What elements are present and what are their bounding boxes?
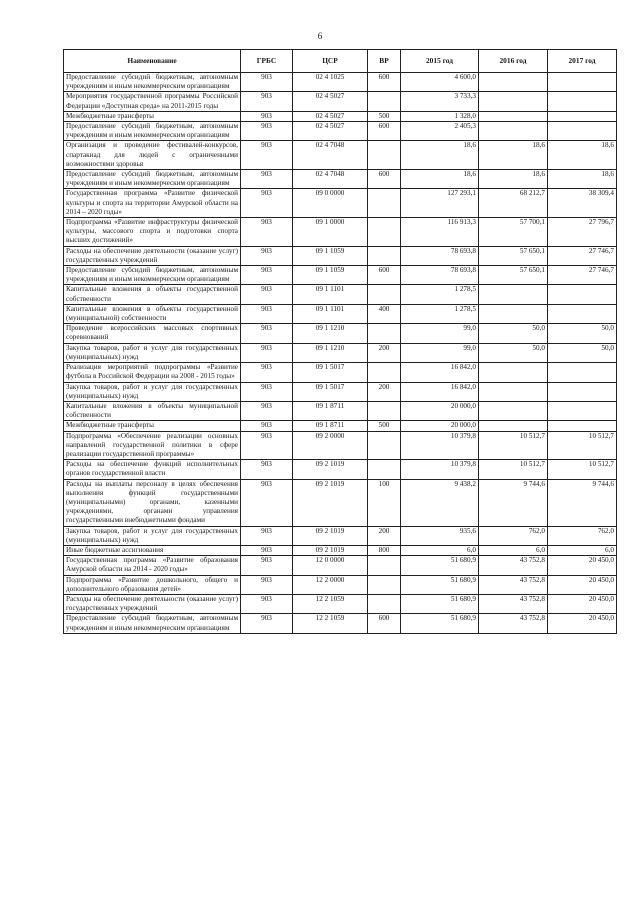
row-vr (368, 460, 401, 479)
row-value-2016: 50,0 (479, 343, 548, 362)
table-row (64, 421, 617, 431)
row-value-2015: 6,0 (401, 545, 479, 555)
row-csr: 09 2 0000 (293, 431, 368, 460)
row-value-2015: 51 680,9 (401, 614, 479, 633)
table-row (64, 460, 617, 479)
row-value-2016: 57 700,1 (479, 218, 548, 247)
row-name: Подпрограмма «Развитие дошкольного, общего и дополнительного образования детей» (64, 575, 241, 594)
row-value-2015: 78 693,8 (401, 266, 479, 285)
row-value-2017: 20 450,0 (548, 594, 617, 613)
table-row (64, 189, 617, 218)
row-name: Расходы на обеспечение деятельности (оказание услуг) государственных учреждений (64, 594, 241, 613)
table-row (64, 614, 617, 633)
row-vr (368, 431, 401, 460)
row-csr: 02 4 7048 (293, 141, 368, 170)
row-value-2017: 10 512,7 (548, 460, 617, 479)
table-row (64, 266, 617, 285)
row-grbs: 903 (241, 545, 293, 555)
row-value-2016: 9 744,6 (479, 479, 548, 526)
row-name: Предоставление субсидий бюджетным, автономным учреждениям и иным некоммерческим организациям (64, 122, 241, 141)
header-vr: ВР (368, 50, 401, 73)
row-name: Расходы на обеспечение деятельности (оказание услуг) государственных учреждений (64, 246, 241, 265)
row-value-2015: 1 278,5 (401, 285, 479, 304)
row-csr: 09 0 0000 (293, 189, 368, 218)
row-name: Подпрограмма «Развитие инфраструктуры физической культуры, массового спорта и подготовки спорта высших достижений» (64, 218, 241, 247)
row-csr: 09 2 1019 (293, 526, 368, 545)
row-value-2016 (479, 73, 548, 92)
row-value-2017: 18,6 (548, 170, 617, 189)
row-value-2017: 20 450,0 (548, 614, 617, 633)
row-value-2017 (548, 92, 617, 111)
row-name: Предоставление субсидий бюджетным, автономным учреждениям и иным некоммерческим организациям (64, 170, 241, 189)
row-csr: 09 1 8711 (293, 421, 368, 431)
row-vr: 600 (368, 266, 401, 285)
row-value-2015: 20 000,0 (401, 401, 479, 420)
row-vr (368, 246, 401, 265)
row-value-2016: 18,6 (479, 141, 548, 170)
row-grbs: 903 (241, 526, 293, 545)
header-2015: 2015 год (401, 50, 479, 73)
row-csr: 09 2 1019 (293, 545, 368, 555)
row-grbs: 903 (241, 575, 293, 594)
row-grbs: 903 (241, 285, 293, 304)
header-grbs: ГРБС (241, 50, 293, 73)
row-name: Мероприятия государственной программы Российской Федерации «Доступная среда» на 2011-2015 годы (64, 92, 241, 111)
row-grbs: 903 (241, 111, 293, 121)
row-grbs: 903 (241, 92, 293, 111)
row-csr: 09 1 1101 (293, 285, 368, 304)
table-row (64, 111, 617, 121)
row-vr (368, 324, 401, 343)
row-csr: 09 2 1019 (293, 460, 368, 479)
row-grbs: 903 (241, 324, 293, 343)
row-vr: 600 (368, 73, 401, 92)
row-value-2017: 38 309,4 (548, 189, 617, 218)
row-csr: 09 1 1059 (293, 246, 368, 265)
budget-table (63, 49, 617, 634)
row-value-2015: 20 000,0 (401, 421, 479, 431)
table-body (64, 73, 617, 634)
row-value-2016: 57 650,1 (479, 246, 548, 265)
table-row (64, 382, 617, 401)
row-vr: 600 (368, 122, 401, 141)
row-csr: 02 4 5027 (293, 111, 368, 121)
row-value-2015: 127 293,1 (401, 189, 479, 218)
row-value-2017 (548, 363, 617, 382)
row-value-2016: 68 212,7 (479, 189, 548, 218)
row-value-2016 (479, 122, 548, 141)
row-csr: 09 1 5017 (293, 363, 368, 382)
row-value-2015: 99,0 (401, 343, 479, 362)
row-value-2015: 18,6 (401, 170, 479, 189)
row-value-2016: 10 512,7 (479, 431, 548, 460)
row-value-2017: 27 746,7 (548, 246, 617, 265)
row-name: Организация и проведение фестивалей-конкурсов, спартакиад для людей с ограниченными возможностями здоровья (64, 141, 241, 170)
row-grbs: 903 (241, 189, 293, 218)
row-value-2015: 1 328,0 (401, 111, 479, 121)
row-value-2015: 1 278,5 (401, 304, 479, 323)
table-row (64, 246, 617, 265)
row-name: Реализация мероприятий подпрограммы «Развитие футбола в Российской Федерации на 2008 - 2015 годы» (64, 363, 241, 382)
row-value-2017 (548, 401, 617, 420)
row-csr: 09 1 1059 (293, 266, 368, 285)
row-grbs: 903 (241, 382, 293, 401)
row-name: Проведение всероссийских массовых спортивных соревнований (64, 324, 241, 343)
row-value-2017: 762,0 (548, 526, 617, 545)
table-row (64, 363, 617, 382)
row-value-2017: 20 450,0 (548, 575, 617, 594)
row-vr: 200 (368, 343, 401, 362)
row-value-2017 (548, 382, 617, 401)
row-value-2017 (548, 73, 617, 92)
row-value-2015: 78 693,8 (401, 246, 479, 265)
row-name: Государственная программа «Развитие физической культуры и спорта на территории Амурской области на 2014 – 2020 годы» (64, 189, 241, 218)
row-value-2015: 51 680,9 (401, 594, 479, 613)
row-value-2016: 43 752,8 (479, 614, 548, 633)
row-vr (368, 594, 401, 613)
row-value-2015: 18,6 (401, 141, 479, 170)
row-value-2017: 10 512,7 (548, 431, 617, 460)
row-csr: 09 1 8711 (293, 401, 368, 420)
row-name: Капитальные вложения в объекты государственной собственности (64, 285, 241, 304)
row-value-2015: 4 600,0 (401, 73, 479, 92)
table-row (64, 141, 617, 170)
row-value-2016 (479, 304, 548, 323)
row-grbs: 903 (241, 73, 293, 92)
row-value-2017: 20 450,0 (548, 556, 617, 575)
row-value-2016: 50,0 (479, 324, 548, 343)
row-vr (368, 285, 401, 304)
row-value-2016: 762,0 (479, 526, 548, 545)
row-name: Закупка товаров, работ и услуг для государственных (муниципальных) нужд (64, 382, 241, 401)
row-vr: 500 (368, 421, 401, 431)
table-row (64, 92, 617, 111)
row-grbs: 903 (241, 343, 293, 362)
row-name: Закупка товаров, работ и услуг для государственных (муниципальных) нужд (64, 343, 241, 362)
row-value-2016 (479, 111, 548, 121)
row-value-2017: 18,6 (548, 141, 617, 170)
row-value-2017 (548, 122, 617, 141)
row-value-2016 (479, 285, 548, 304)
row-vr: 200 (368, 526, 401, 545)
header-csr: ЦСР (293, 50, 368, 73)
row-name: Предоставление субсидий бюджетным, автономным учреждениям и иным некоммерческим организациям (64, 266, 241, 285)
row-name: Закупка товаров, работ и услуг для государственных (муниципальных) нужд (64, 526, 241, 545)
row-value-2016: 18,6 (479, 170, 548, 189)
row-grbs: 903 (241, 401, 293, 420)
row-vr (368, 556, 401, 575)
header-2016: 2016 год (479, 50, 548, 73)
row-value-2015: 935,6 (401, 526, 479, 545)
row-csr: 02 4 7048 (293, 170, 368, 189)
row-value-2016 (479, 382, 548, 401)
row-grbs: 903 (241, 246, 293, 265)
row-name: Предоставление субсидий бюджетным, автономным учреждениям и иным некоммерческим организациям (64, 73, 241, 92)
row-value-2015: 9 438,2 (401, 479, 479, 526)
row-vr (368, 401, 401, 420)
row-csr: 09 2 1019 (293, 479, 368, 526)
table-row (64, 526, 617, 545)
row-value-2015: 2 405,3 (401, 122, 479, 141)
row-vr (368, 189, 401, 218)
table-row (64, 285, 617, 304)
row-vr (368, 92, 401, 111)
row-value-2016: 43 752,8 (479, 556, 548, 575)
row-name: Подпрограмма «Обеспечение реализации основных направлений государственной политики в сфере реализации государственной программы» (64, 431, 241, 460)
row-grbs: 903 (241, 304, 293, 323)
row-name: Государственная программа «Развитие образования Амурской области на 2014 - 2020 годы» (64, 556, 241, 575)
table-row (64, 401, 617, 420)
row-name: Расходы на обеспечение функций исполнительных органов государственной власти (64, 460, 241, 479)
row-value-2016 (479, 421, 548, 431)
row-grbs: 903 (241, 614, 293, 633)
table-row (64, 73, 617, 92)
row-value-2015: 51 680,9 (401, 575, 479, 594)
row-csr: 09 1 0000 (293, 218, 368, 247)
row-value-2016 (479, 92, 548, 111)
row-value-2016: 57 650,1 (479, 266, 548, 285)
row-vr (368, 575, 401, 594)
row-name: Капитальные вложения в объекты муниципальной собственности (64, 401, 241, 420)
row-value-2016: 6,0 (479, 545, 548, 555)
row-value-2017 (548, 304, 617, 323)
table-row (64, 218, 617, 247)
row-value-2015: 3 733,3 (401, 92, 479, 111)
row-name: Межбюджетные трансферты (64, 111, 241, 121)
row-vr (368, 218, 401, 247)
row-grbs: 903 (241, 479, 293, 526)
row-vr: 100 (368, 479, 401, 526)
row-grbs: 903 (241, 460, 293, 479)
row-csr: 09 1 5017 (293, 382, 368, 401)
row-vr (368, 141, 401, 170)
row-csr: 12 0 0000 (293, 556, 368, 575)
row-value-2016: 43 752,8 (479, 575, 548, 594)
row-csr: 02 4 5027 (293, 122, 368, 141)
row-value-2017: 50,0 (548, 343, 617, 362)
row-name: Расходы на выплаты персоналу в целях обеспечения выполнения функций государственными (муниципальными) органами, казенными учреждениями, органами управления государственными внебюджетными фондами (64, 479, 241, 526)
row-value-2017 (548, 285, 617, 304)
page-number: 6 (317, 31, 323, 41)
table-header-row (64, 50, 617, 73)
row-value-2015: 16 842,0 (401, 363, 479, 382)
table-row (64, 556, 617, 575)
row-grbs: 903 (241, 421, 293, 431)
row-csr: 12 2 1059 (293, 614, 368, 633)
row-name: Предоставление субсидий бюджетным, автономным учреждениям и иным некоммерческим организациям (64, 614, 241, 633)
row-grbs: 903 (241, 141, 293, 170)
table-row (64, 304, 617, 323)
row-csr: 02 4 5027 (293, 92, 368, 111)
row-grbs: 903 (241, 218, 293, 247)
row-vr: 500 (368, 111, 401, 121)
row-grbs: 903 (241, 363, 293, 382)
row-value-2016 (479, 401, 548, 420)
row-csr: 09 1 1210 (293, 324, 368, 343)
row-vr: 400 (368, 304, 401, 323)
row-value-2017: 27 796,7 (548, 218, 617, 247)
table-row (64, 479, 617, 526)
row-vr: 800 (368, 545, 401, 555)
row-value-2015: 99,0 (401, 324, 479, 343)
row-value-2017: 27 746,7 (548, 266, 617, 285)
row-value-2015: 16 842,0 (401, 382, 479, 401)
row-grbs: 903 (241, 594, 293, 613)
row-vr: 200 (368, 382, 401, 401)
row-csr: 12 2 1059 (293, 594, 368, 613)
row-grbs: 903 (241, 431, 293, 460)
table-row (64, 545, 617, 555)
row-grbs: 903 (241, 266, 293, 285)
row-value-2015: 116 913,3 (401, 218, 479, 247)
table-row (64, 594, 617, 613)
row-value-2016: 10 512,7 (479, 460, 548, 479)
row-vr: 600 (368, 170, 401, 189)
row-value-2015: 10 379,8 (401, 431, 479, 460)
row-vr (368, 363, 401, 382)
row-grbs: 903 (241, 556, 293, 575)
table-row (64, 431, 617, 460)
row-grbs: 903 (241, 122, 293, 141)
table-row (64, 575, 617, 594)
row-csr: 09 1 1101 (293, 304, 368, 323)
row-grbs: 903 (241, 170, 293, 189)
row-vr: 600 (368, 614, 401, 633)
row-name: Межбюджетные трансферты (64, 421, 241, 431)
row-value-2015: 10 379,8 (401, 460, 479, 479)
row-value-2017 (548, 111, 617, 121)
table-row (64, 122, 617, 141)
table-row (64, 343, 617, 362)
row-value-2017 (548, 421, 617, 431)
row-value-2016 (479, 363, 548, 382)
table-row (64, 324, 617, 343)
row-csr: 09 1 1210 (293, 343, 368, 362)
row-value-2015: 51 680,9 (401, 556, 479, 575)
header-name: Наименование (64, 50, 241, 73)
table-row (64, 170, 617, 189)
row-value-2017: 9 744,6 (548, 479, 617, 526)
row-csr: 12 2 0000 (293, 575, 368, 594)
row-value-2017: 6,0 (548, 545, 617, 555)
row-name: Иные бюджетные ассигнования (64, 545, 241, 555)
header-2017: 2017 год (548, 50, 617, 73)
row-value-2016: 43 752,8 (479, 594, 548, 613)
row-csr: 02 4 1025 (293, 73, 368, 92)
row-name: Капитальные вложения в объекты государственной (муниципальной) собственности (64, 304, 241, 323)
row-value-2017: 50,0 (548, 324, 617, 343)
